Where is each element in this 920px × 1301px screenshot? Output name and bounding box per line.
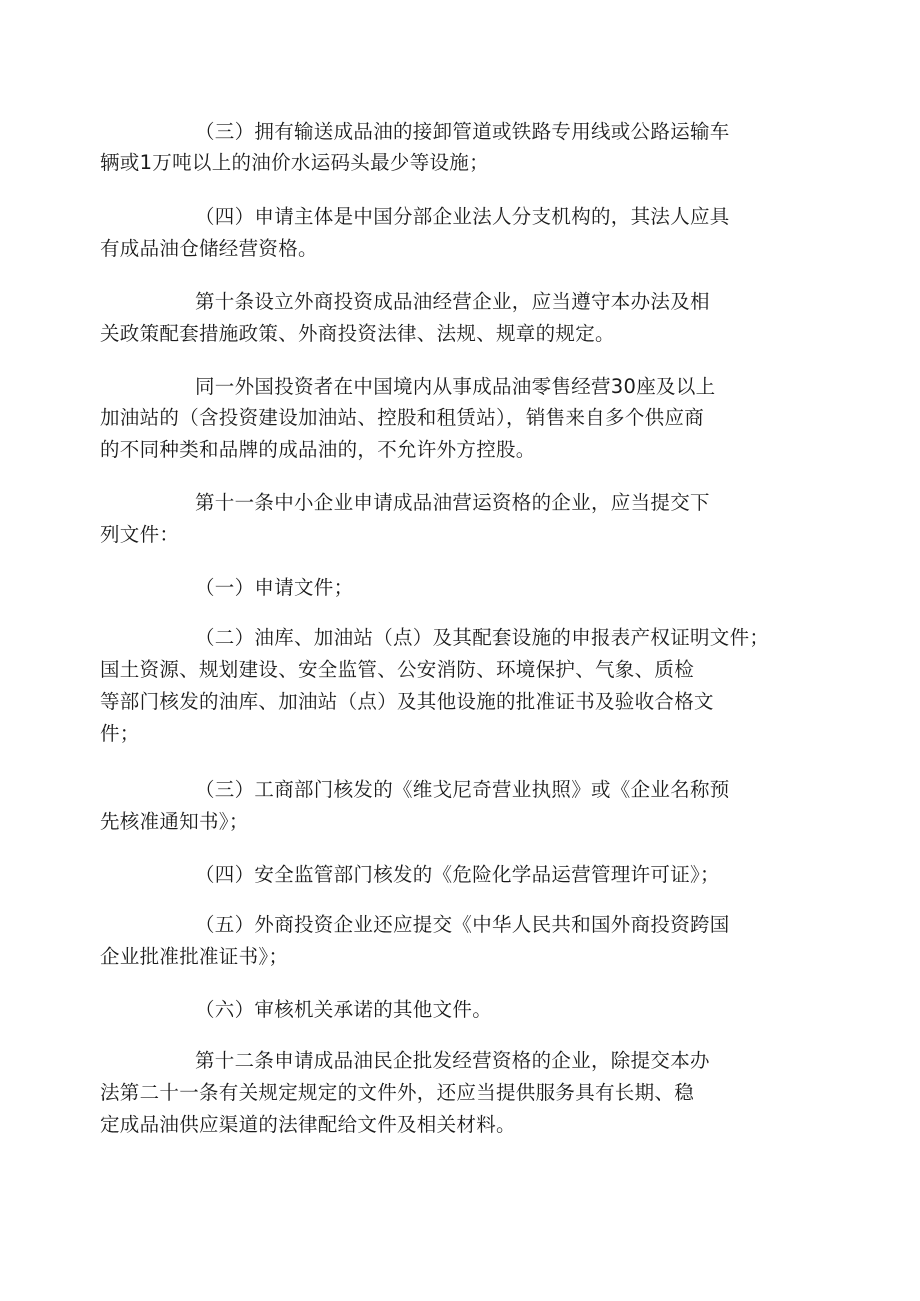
paragraph-line: 第十一条中小企业申请成品油营运资格的企业，应当提交下 xyxy=(195,491,710,514)
paragraph-line: 定成品油供应渠道的法律配给文件及相关材料。 xyxy=(100,1113,516,1136)
paragraph-line: （二）油库、加油站（点）及其配套设施的申报表产权证明文件； xyxy=(195,626,770,649)
paragraph-line: 辆或1万吨以上的油价水运码头最少等设施； xyxy=(100,151,489,174)
paragraph-line: 企业批准批准证书》； xyxy=(100,945,289,968)
paragraph-line: 等部门核发的油库、加油站（点）及其他设施的批准证书及验收合格文 xyxy=(100,690,714,713)
paragraph-line: （三）工商部门核发的《维戈尼奇营业执照》或《企业名称预 xyxy=(195,778,730,801)
paragraph-line: （六）审核机关承诺的其他文件。 xyxy=(195,998,493,1021)
paragraph-line: （四）安全监管部门核发的《危险化学品运营管理许可证》； xyxy=(195,863,720,886)
paragraph-line: 第十二条申请成品油民企批发经营资格的企业，除提交本办 xyxy=(195,1049,710,1072)
paragraph-line: 的不同种类和品牌的成品油的，不允许外方控股。 xyxy=(100,438,536,461)
paragraph-line: 同一外国投资者在中国境内从事成品油零售经营30座及以上 xyxy=(195,375,716,398)
paragraph-line: 件； xyxy=(100,722,140,745)
paragraph-line: （五）外商投资企业还应提交《中华人民共和国外商投资跨国 xyxy=(195,913,730,936)
paragraph-line: （四）申请主体是中国分部企业法人分支机构的，其法人应具 xyxy=(195,205,730,228)
paragraph-line: 加油站的（含投资建设加油站、控股和租赁站），销售来自多个供应商 xyxy=(100,406,705,429)
paragraph-line: 先核准通知书》； xyxy=(100,810,249,833)
paragraph-line: 有成品油仓储经营资格。 xyxy=(100,237,318,260)
paragraph-line: 国土资源、规划建设、安全监管、公安消防、环境保护、气象、质检 xyxy=(100,658,695,681)
paragraph-line: 第十条设立外商投资成品油经营企业，应当遵守本办法及相 xyxy=(195,290,710,313)
paragraph-line: （一）申请文件； xyxy=(195,576,354,599)
paragraph-line: 列文件： xyxy=(100,523,180,546)
paragraph-line: 关政策配套措施政策、外商投资法律、法规、规章的规定。 xyxy=(100,322,615,345)
paragraph-line: （三）拥有输送成品油的接卸管道或铁路专用线或公路运输车 xyxy=(195,120,730,143)
paragraph-line: 法第二十一条有关规定规定的文件外，还应当提供服务具有长期、稳 xyxy=(100,1081,695,1104)
